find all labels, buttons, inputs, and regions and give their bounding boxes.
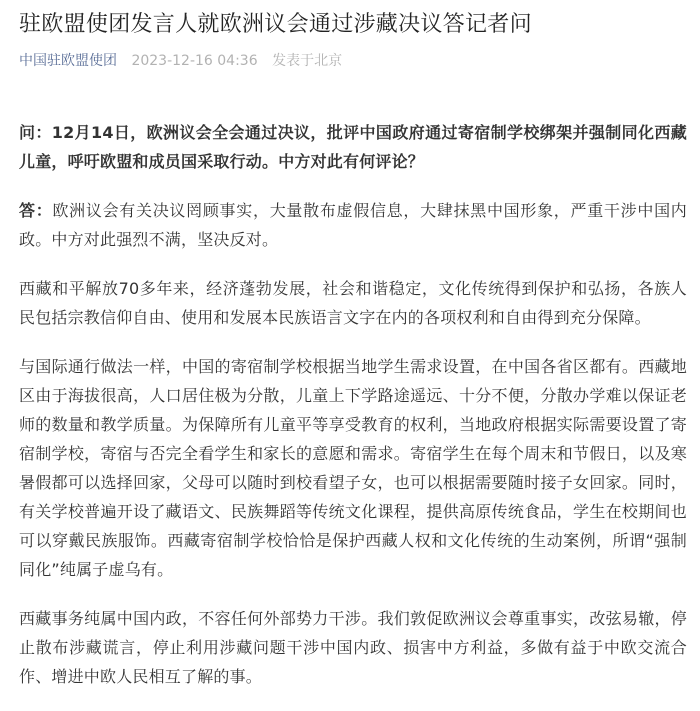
article-content xyxy=(19,118,687,691)
body-paragraph-1: 西藏和平解放70多年来，经济蓬勃发展，社会和谐稳定，文化传统得到保护和弘扬，各族人民包括宗教信仰自由、使用和发展本民族语言文字在内的各项权利和自由得到充分保障。 xyxy=(19,279,687,327)
author-link[interactable]: 中国驻欧盟使团 xyxy=(19,53,117,69)
article xyxy=(19,0,687,711)
body-paragraph-2: 与国际通行做法一样，中国的寄宿制学校根据当地学生需求设置，在中国各省区都有。西藏地区由于海拔很高，人口居住极为分散，儿童上下学路途遥远、十分不便，分散办学难以保证老师的数量和教学质量。为保障所有儿童平等享受教育的权利，当地政府根据实际需要设置了寄宿制学校，寄宿与否完全看学生和家长的意愿和需求。寄宿学生在每个周末和节假日，以及寒暑假都可以选择回家，父母可以随时到校看望子女，也可以根据需要随时接子女回家。同时，有关学校普遍开设了藏语文、民族舞蹈等传统文化课程，提供高原传统食品，学生在校期间也可以穿戴民族服饰。西藏寄宿制学校恰恰是保护西藏人权和文化传统的生动案例，所谓“强制同化”纯属子虚乌有。 xyxy=(19,357,687,579)
answer-label: 答： xyxy=(19,201,53,220)
answer-paragraph xyxy=(19,196,687,254)
question-paragraph: 问：12月14日，欧洲议会全会通过决议，批评中国政府通过寄宿制学校绑架并强制同化西藏儿童，呼吁欧盟和成员国采取行动。中方对此有何评论？ xyxy=(19,123,687,171)
publish-time: 2023-12-16 04:36 xyxy=(131,53,258,69)
article-title: 驻欧盟使团发言人就欧洲议会通过涉藏决议答记者问 xyxy=(19,12,532,37)
publish-location: 发表于北京 xyxy=(272,53,343,69)
answer-text: 欧洲议会有关决议罔顾事实，大量散布虚假信息，大肆抹黑中国形象，严重干涉中国内政。中方对此强烈不满，坚决反对。 xyxy=(19,201,687,249)
article-meta xyxy=(19,50,687,72)
body-paragraph-3: 西藏事务纯属中国内政，不容任何外部势力干涉。我们敦促欧洲议会尊重事实，改弦易辙，停止散布涉藏谎言，停止利用涉藏问题干涉中国内政、损害中方利益，多做有益于中欧交流合作、增进中欧人民相互了解的事。 xyxy=(19,609,687,686)
